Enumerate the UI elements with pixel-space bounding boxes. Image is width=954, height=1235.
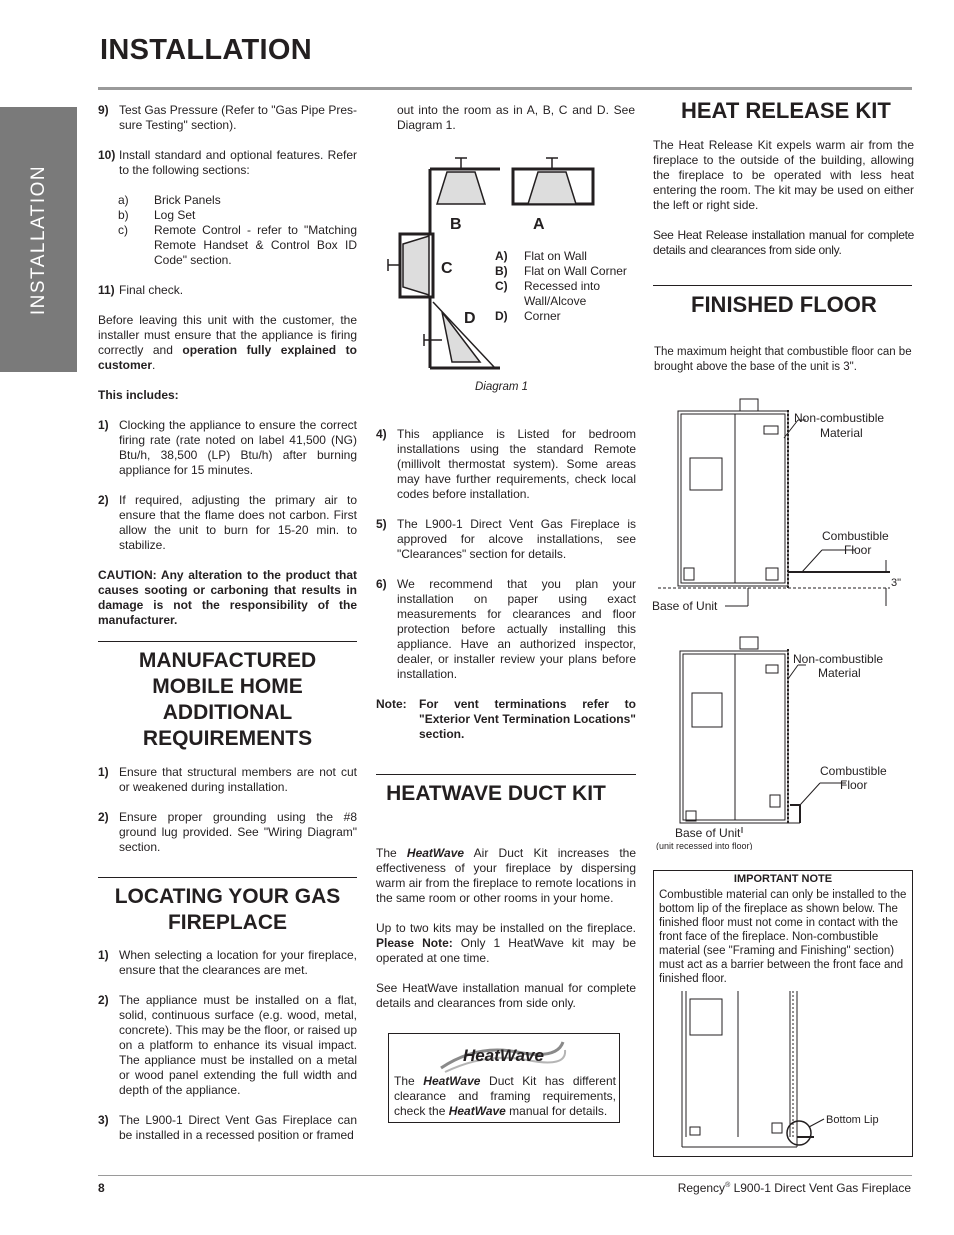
step-number: 3) [98, 1113, 109, 1127]
title-rule [98, 87, 912, 90]
step-number: 2) [98, 993, 109, 1007]
step-text: Ensure proper grounding using the #8 ground lug provided. See "Wiring Diagram" section. [119, 810, 357, 854]
step-text: Install standard and optional features. Refer to the following sections: [119, 148, 357, 177]
heat-release-heading: HEAT RELEASE KIT [681, 98, 891, 123]
sub-item-text: Remote Control - refer to "Matching Remote Handset & Control Box ID Code" section. [154, 223, 357, 267]
diagram-legend [495, 249, 640, 324]
brand-name: HeatWave [423, 1074, 481, 1088]
step-number: 11) [98, 283, 115, 297]
legend-text: Corner [524, 309, 561, 323]
step-number: 10) [98, 148, 116, 162]
step-11 [98, 283, 357, 298]
side-tab-label: INSTALLATION [27, 164, 49, 315]
diagram-label-d: D [464, 310, 476, 327]
sub-item-a [98, 193, 357, 208]
note-label: Note: [376, 697, 407, 711]
step-text: This appliance is Listed for bedroom installations using the standard Remote (millivolt thermostat system). Some areas may have further requirements, check local codes before installation. [397, 427, 636, 501]
locating-item-3 [98, 1113, 357, 1143]
step-text: We recommend that you plan your installation on paper using exact measurements for clearances and floor protection before actually installing this appliance. Have an authorized inspector, dealer, or installer review your plans before installation. [397, 577, 636, 681]
before-leaving-paragraph [98, 313, 357, 373]
legend-c [495, 279, 640, 309]
fig2-material-label: Material [818, 666, 861, 680]
column-2-list [376, 427, 636, 742]
step-text: Test Gas Pressure (Refer to "Gas Pipe Pres-sure Testing" section). [119, 103, 357, 132]
legend-text: Flat on Wall [524, 249, 587, 263]
fig2-comb-label: Combustible [820, 764, 887, 778]
step-text: The L900-1 Direct Vent Gas Fireplace can be installed in a recessed position or framed [119, 1113, 357, 1142]
fig2-recessed-label: (unit recessed into floor) [656, 841, 753, 850]
step-text: The appliance must be installed on a flat, solid, continuous surface (e.g. wood, metal, concrete). This may be the floor, or raised up on a platform to enhance its visual impact. The appliance must be installed on a metal or wood panel extending the full width and depth of the appliance. [119, 993, 357, 1097]
step-number: 9) [98, 103, 109, 117]
step-number: 4) [376, 427, 387, 441]
include-2 [98, 493, 357, 553]
legend-text: Recessed into Wall/Alcove [524, 279, 601, 308]
fig2-noncomb-label: Non-combustible [793, 652, 884, 666]
paragraph-text: Up to two kits may be installed on the fireplace. [376, 921, 636, 935]
sub-item-text: Log Set [154, 208, 196, 222]
section-rule [376, 774, 636, 775]
paragraph-text: . [152, 358, 156, 372]
paragraph-bold: operation fully explained to customer [98, 343, 357, 372]
caution-text: CAUTION: Any alteration to the product that causes sooting or carboning that results in damage is not the responsibility of the manufacturer. [98, 568, 357, 627]
step-6 [376, 577, 636, 682]
step-number: 2) [98, 493, 109, 507]
mobile-home-heading: MANUFACTURED MOBILE HOME ADDITIONAL REQUIREMENTS [138, 649, 317, 750]
fig2-floor-label: Floor [840, 778, 868, 792]
bottom-lip-figure [654, 987, 912, 1155]
step-text: The L900-1 Direct Vent Gas Fireplace is approved for alcove installations, see "Clearances" section for details. [397, 517, 636, 561]
legend-key: D) [495, 309, 508, 323]
step-5 [376, 517, 636, 562]
diagram-label-c: C [441, 260, 453, 277]
fig1-material-label: Material [820, 426, 863, 440]
continued-text: out into the room as in A, B, C and D. See Diagram 1. [397, 103, 635, 132]
brand-name: HeatWave [448, 1104, 506, 1118]
note-text: For vent terminations refer to "Exterior Vent Termination Locations" section. [419, 697, 636, 741]
step-number: 1) [98, 948, 109, 962]
step-number: 2) [98, 810, 109, 824]
footer-product-name: L900-1 Direct Vent Gas Fireplace [730, 1181, 911, 1195]
sub-item-b [98, 208, 357, 223]
locating-item-2 [98, 993, 357, 1098]
diagram-label-a: A [533, 216, 545, 233]
important-note-box [653, 870, 913, 1157]
diagram-label-b: B [450, 216, 462, 233]
fig1-dimension-label: 3" [891, 577, 902, 589]
heatwave-logo-text: HeatWave [463, 1046, 544, 1065]
registered-mark: ® [725, 1182, 731, 1189]
paragraph-text: manual for details. [505, 1104, 608, 1118]
fig1-base-label: Base of Unit [652, 599, 718, 613]
sub-item-letter: b) [118, 208, 129, 222]
sub-item-text: Brick Panels [154, 193, 221, 207]
locating-heading: LOCATING YOUR GAS FIREPLACE [114, 885, 341, 934]
step-number: 6) [376, 577, 387, 591]
section-rule [98, 877, 357, 878]
step-9 [98, 103, 357, 133]
paragraph-text: Duct Kit has different clearance and framing requirements, check the [394, 1074, 616, 1118]
paragraph-text: Only 1 HeatWave kit may be operated at one time. [376, 936, 636, 965]
includes-label: This includes: [98, 388, 179, 402]
important-note-text: Combustible material can only be installed to the bottom lip of the fireplace as shown below. The finished floor must not come in contact with the front face of the fireplace. Non-combustible material (see "Framing and Finishing" section) must act as a barrier between the front face and finished floor. [659, 889, 907, 985]
heatwave-logo [437, 1038, 567, 1074]
page-title: INSTALLATION [100, 34, 312, 66]
step-text: If required, adjusting the primary air to ensure that the flame does not carbon. First allow the unit to burn for 15-20 min. to stabilize. [119, 493, 357, 552]
heatwave-paragraph-1 [376, 846, 636, 906]
heat-release-text [653, 138, 914, 258]
page-number: 8 [98, 1181, 105, 1195]
locating-list [98, 948, 357, 1143]
step-number: 1) [98, 765, 109, 779]
heat-release-paragraph-1: The Heat Release Kit expels warm air from the fireplace to the outside of the building, allowing the fireplace to be operated with less heat entering the room. The kit may be used on either the left or right side. [653, 138, 914, 212]
brand-name: HeatWave [406, 846, 465, 860]
legend-a [495, 249, 640, 264]
vent-note [376, 697, 636, 742]
step-text: Ensure that structural members are not cut or weakened during installation. [119, 765, 357, 794]
section-rule [98, 641, 357, 642]
paragraph-text: Before leaving this unit with the customer, the installer must ensure that the appliance is firing correctly and [98, 313, 357, 357]
mobile-item-1 [98, 765, 357, 795]
legend-key: B) [495, 264, 508, 278]
fig1-comb-label: Combustible [822, 529, 889, 543]
paragraph-bold: Please Note: [376, 936, 453, 950]
side-tab [0, 107, 77, 372]
heatwave-note-box [388, 1033, 620, 1123]
fig1-floor-label: Floor [844, 543, 872, 557]
heat-release-paragraph-2: See Heat Release installation manual for complete details and clearances from side only. [653, 228, 914, 257]
heatwave-text [376, 846, 636, 1011]
important-note-heading: IMPORTANT NOTE [733, 873, 833, 885]
step-text: When selecting a location for your fireplace, ensure that the clearances are met. [119, 948, 357, 977]
finished-floor-heading: FINISHED FLOOR [691, 292, 877, 317]
include-1 [98, 418, 357, 478]
footer-product [678, 1181, 911, 1195]
sub-item-c [98, 223, 357, 268]
step-number: 1) [98, 418, 109, 432]
section-rule [653, 285, 912, 286]
legend-text: Flat on Wall Corner [524, 264, 627, 278]
fig2-base-label: Base of Unit [675, 826, 741, 840]
floor-height-figure [650, 396, 912, 616]
recessed-floor-figure [650, 635, 912, 850]
locating-item-1 [98, 948, 357, 978]
step-text: Clocking the appliance to ensure the correct firing rate (rate noted on label 41,500 (NG) Btu/h, 38,500 (LP) Btu/h) after burning appliance for 15 minutes. [119, 418, 357, 477]
heatwave-heading: HEATWAVE DUCT KIT [386, 782, 606, 805]
finished-floor-text: The maximum height that combustible floor can be brought above the base of the unit is 3". [654, 346, 912, 373]
step-number: 5) [376, 517, 387, 531]
fig1-noncomb-label: Non-combustible [794, 411, 885, 425]
sub-item-letter: c) [118, 223, 128, 237]
paragraph-text: The [394, 1074, 424, 1088]
diagram-caption: Diagram 1 [475, 381, 529, 393]
footer-brand: Regency [677, 1181, 726, 1195]
legend-b [495, 264, 640, 279]
heatwave-paragraph-3: See HeatWave installation manual for complete details and clearances from side only. [376, 981, 636, 1010]
step-4 [376, 427, 636, 502]
mobile-home-list [98, 765, 357, 855]
paragraph-text: Air Duct Kit increases the effectiveness of your fireplace by dispersing warm air from the fireplace to remote locations in the same room or other rooms in your home. [376, 846, 636, 905]
legend-key: A) [495, 249, 508, 263]
step-text: Final check. [119, 283, 184, 297]
sub-item-letter: a) [118, 193, 129, 207]
column-1 [98, 103, 357, 628]
heatwave-paragraph-2 [376, 921, 636, 966]
paragraph-text: The [376, 846, 407, 860]
legend-d [495, 309, 640, 324]
footer-rule [98, 1175, 912, 1176]
bottom-lip-label: Bottom Lip [826, 1114, 879, 1126]
heatwave-note-text [394, 1074, 616, 1119]
step-10 [98, 148, 357, 178]
mobile-item-2 [98, 810, 357, 855]
legend-key: C) [495, 279, 508, 293]
